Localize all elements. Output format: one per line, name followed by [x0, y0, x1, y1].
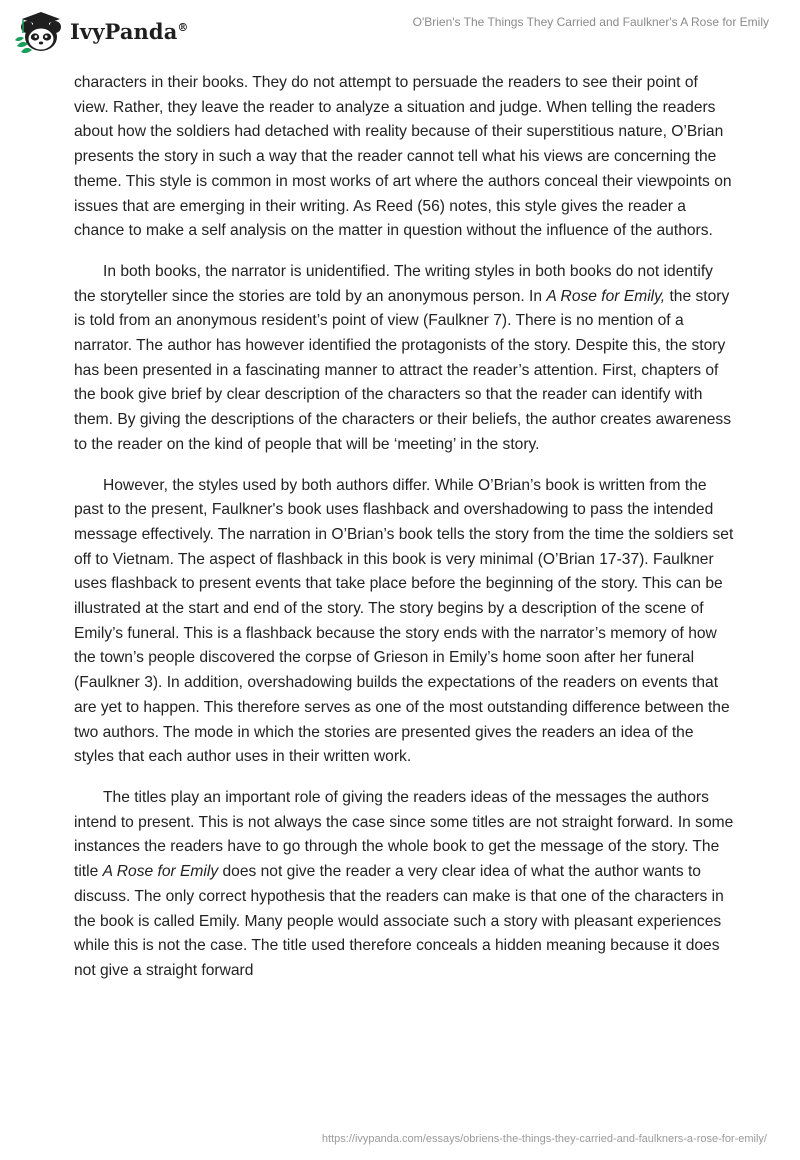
paragraph-3: However, the styles used by both authors differ. While O’Brian’s book is written from the past to the present, Faulkner's book uses flashback and overshadowing to pass the intended message effectively. The narration in O’Brian’s book tells the story from the time the soldiers set off to Vietnam. The aspect of flashback in this book is very minimal (O’Brian 17-37). Faulkner uses flashback to present events that take place before the beginning of the story. This can be illustrated at the start and end of the story. The story begins by a description of the scene of Emily’s funeral. This is a flashback because the story ends with the narrator’s memory of how the town’s people discovered the corpse of Grieson in Emily’s home soon after her funeral (Faulkner 3). In addition, overshadowing builds the expectations of the readers on events that are yet to happen. This therefore serves as one of the most outstanding difference between the two authors. The mode in which the stories are presented gives the readers an idea of the styles that each author uses in their written work. [74, 476, 734, 766]
registered-mark: ® [177, 20, 189, 34]
paragraph-2 [74, 260, 734, 458]
paragraph-2-text-b: the story is told from an anonymous resident’s point of view (Faulkner 7). There is no mention of a narrator. The author has however identified the protagonists of the story. Despite this, the story has been presented in a fascinating manner to attract the reader’s attention. First, chapters of the book give brief by clear description of the characters so that the reader can identify with them. By giving the descriptions of the characters or their beliefs, the author creates awareness to the reader on the kind of people that will be ‘meeting’ in the story. [74, 287, 732, 453]
document-title: O'Brien's The Things They Carried and Faulkner's A Rose for Emily [412, 15, 769, 29]
page-header [0, 0, 800, 64]
paragraph-4 [74, 786, 734, 984]
logo-wordmark-text: IvyPanda [70, 18, 178, 44]
source-url[interactable]: https://ivypanda.com/essays/obriens-the-things-they-carried-and-faulkners-a-rose-for-emily/ [321, 1133, 767, 1145]
paragraph-1: characters in their books. They do not attempt to persuade the readers to see their point of view. Rather, they leave the reader to analyze a situation and judge. When telling the readers about how the soldiers had detached with reality because of their superstitious nature, O’Brian presents the story in such a way that the reader cannot tell what his views are concerning the theme. This style is common in most works of art where the authors conceal their viewpoints on issues that are emerging in their writing. As Reed (56) notes, this style gives the reader a chance to make a self analysis on the matter in question without the influence of the authors. [74, 74, 732, 240]
logo-wordmark [70, 19, 189, 44]
paragraph-4-text-a: The titles play an important role of giving the readers ideas of the messages the authors intend to present. This is not always the case since some titles are not straight forward. In some instances the readers have to go through the whole book to get the message of the story. The title [74, 788, 734, 881]
book-title-italic: A Rose for Emily [102, 863, 219, 881]
paragraph-4-text-b: does not give the reader a very clear idea of what the author wants to discuss. The only correct hypothesis that the readers can make is that one of the characters in the book is called Emily. Many people would associate such a story with pleasant experiences while this is not the case. The title used therefore conceals a hidden meaning because it does not give a straight forward [74, 863, 724, 979]
book-title-italic: A Rose for Emily, [546, 287, 666, 305]
panda-graduation-cap-icon [14, 6, 68, 56]
essay-body [74, 71, 734, 1000]
paragraph-2-text-a: In both books, the narrator is unidentified. The writing styles in both books do not identify the storyteller since the stories are told by an anonymous person. In [74, 262, 713, 305]
ivypanda-logo[interactable] [14, 6, 189, 56]
